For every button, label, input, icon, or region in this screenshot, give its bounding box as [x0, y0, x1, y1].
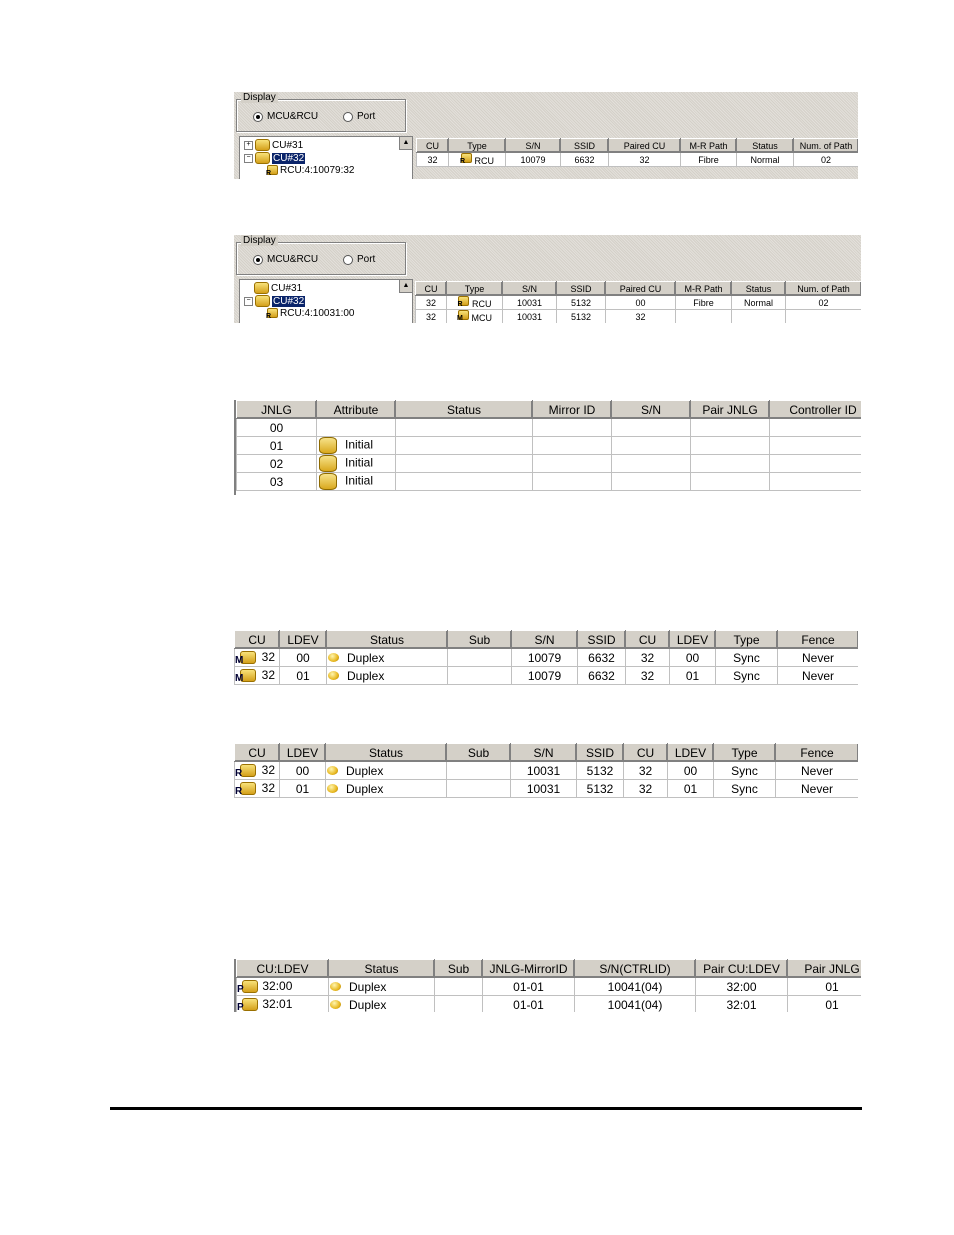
tree-node-rcu[interactable]: R RCU:4:10079:32 [266, 165, 355, 177]
table-row[interactable]: 32 R RCU 10079 6632 32 Fibre Normal 02 [417, 153, 859, 167]
tree-node-cu32[interactable]: − CU#32 [244, 295, 305, 307]
col-sub[interactable]: Sub [447, 744, 511, 762]
footer-rule [110, 1107, 862, 1110]
cu-tree[interactable] [239, 136, 413, 179]
tree-node-rcu[interactable]: R RCU:4:10031:00 [266, 308, 355, 320]
rcu-icon: R [457, 296, 469, 307]
table-row[interactable]: M 32 01 Duplex 10079 6632 32 01 Sync Never [235, 667, 859, 685]
col-sub[interactable]: Sub [435, 960, 483, 978]
radio-selected-icon [253, 255, 263, 265]
duplex-status-icon [326, 765, 340, 777]
table-row[interactable]: R 32 01 Duplex 10031 5132 32 01 Sync Never [235, 780, 859, 798]
col-jnlg[interactable]: JNLG [237, 401, 317, 419]
display-groupbox [236, 92, 406, 132]
col-attribute[interactable]: Attribute [317, 401, 396, 419]
ur-pair-table [236, 959, 861, 1012]
col-cu[interactable]: CU [416, 282, 447, 296]
cu-folder-icon [254, 282, 269, 294]
col-sn[interactable]: S/N [511, 744, 577, 762]
duplex-status-icon [329, 981, 343, 993]
collapse-icon[interactable]: − [244, 154, 253, 163]
jnlg-table [236, 400, 861, 491]
col-num-path[interactable]: Num. of Path [794, 139, 859, 153]
col-fence[interactable]: Fence [776, 744, 859, 762]
col-sn[interactable]: S/N [506, 139, 561, 153]
table-row[interactable]: 00 [237, 419, 862, 437]
table-row[interactable]: M 32 00 Duplex 10079 6632 32 00 Sync Never [235, 649, 859, 667]
duplex-status-icon [326, 783, 340, 795]
journal-icon [319, 455, 337, 472]
rcu-icon: R [266, 308, 278, 319]
display-label: Display [243, 92, 276, 103]
col-cu-remote[interactable]: CU [626, 631, 670, 649]
col-cu[interactable]: CU [417, 139, 449, 153]
tree-node-cu32[interactable]: − CU#32 [244, 152, 305, 164]
mcu-volume-icon: M [235, 650, 257, 666]
col-type[interactable]: Type [449, 139, 506, 153]
col-sn-ctrlid[interactable]: S/N(CTRLID) [575, 960, 696, 978]
jnlg-panel [234, 400, 861, 495]
primary-volume-icon: P [237, 997, 259, 1013]
cu-tree[interactable] [239, 279, 413, 323]
col-jnlg-mirror-id[interactable]: JNLG-MirrorID [483, 960, 575, 978]
mcu-icon: M [457, 310, 469, 321]
rcu-volume-icon: R [235, 781, 257, 797]
col-paired-cu[interactable]: Paired CU [609, 139, 681, 153]
table-row[interactable]: P 32:01 Duplex 01-01 10041(04) 32:01 01 [237, 996, 862, 1013]
rcu-table-1 [416, 138, 858, 167]
col-sn[interactable]: S/N [503, 282, 557, 296]
col-cu[interactable]: CU [235, 631, 280, 649]
scroll-up-button[interactable]: ▲ [399, 136, 413, 150]
table-row[interactable]: 02 Initial [237, 455, 862, 473]
port-radio[interactable]: Port [343, 111, 375, 122]
collapse-icon[interactable]: − [244, 297, 253, 306]
mcu-rcu-radio[interactable]: MCU&RCU [253, 111, 318, 122]
pair-panel-m [234, 630, 858, 686]
table-row[interactable]: 32 R RCU 10031 5132 00 Fibre Normal 02 [416, 296, 862, 310]
col-cu-ldev[interactable]: CU:LDEV [237, 960, 329, 978]
mcu-rcu-radio[interactable]: MCU&RCU [253, 254, 318, 265]
col-fence[interactable]: Fence [778, 631, 859, 649]
cu-folder-icon [255, 139, 270, 151]
scroll-up-button[interactable]: ▲ [399, 279, 413, 293]
col-ssid[interactable]: SSID [577, 744, 624, 762]
col-ssid[interactable]: SSID [557, 282, 606, 296]
ur-pair-panel [234, 959, 861, 1012]
duplex-status-icon [329, 999, 343, 1011]
rcu-table-2 [415, 281, 861, 323]
duplex-status-icon [327, 652, 341, 664]
cu-folder-icon [255, 152, 270, 164]
col-ssid[interactable]: SSID [561, 139, 609, 153]
col-mr-path[interactable]: M-R Path [681, 139, 737, 153]
mcu-volume-icon: M [235, 668, 257, 684]
remote-dkc-panel-2 [234, 235, 861, 323]
display-label: Display [243, 235, 276, 246]
col-ssid[interactable]: SSID [578, 631, 626, 649]
radio-selected-icon [253, 112, 263, 122]
col-controller-id[interactable]: Controller ID [770, 401, 862, 419]
col-ldev[interactable]: LDEV [280, 744, 326, 762]
col-num-path[interactable]: Num. of Path [786, 282, 862, 296]
expand-icon[interactable]: + [244, 141, 253, 150]
col-paired-cu[interactable]: Paired CU [606, 282, 676, 296]
col-sn[interactable]: S/N [512, 631, 578, 649]
col-type[interactable]: Type [716, 631, 778, 649]
pair-table-m [234, 630, 858, 685]
col-sub[interactable]: Sub [448, 631, 512, 649]
port-radio[interactable]: Port [343, 254, 375, 265]
col-pair-jnlg[interactable]: Pair JNLG [788, 960, 862, 978]
table-row[interactable]: 01 Initial [237, 437, 862, 455]
primary-volume-icon: P [237, 979, 259, 995]
pair-panel-r [234, 743, 858, 800]
duplex-status-icon [327, 670, 341, 682]
col-type[interactable]: Type [447, 282, 503, 296]
col-sn[interactable]: S/N [612, 401, 691, 419]
col-status[interactable]: Status [329, 960, 435, 978]
col-status[interactable]: Status [737, 139, 794, 153]
tree-node-cu31[interactable]: + CU#31 [244, 139, 303, 151]
table-row[interactable]: R 32 00 Duplex 10031 5132 32 00 Sync Never [235, 762, 859, 780]
journal-icon [319, 437, 337, 454]
table-row[interactable]: P 32:00 Duplex 01-01 10041(04) 32:00 01 [237, 978, 862, 996]
pair-table-r [234, 743, 858, 798]
cu-folder-icon [255, 295, 270, 307]
col-status[interactable]: Status [327, 631, 448, 649]
col-ldev-remote[interactable]: LDEV [670, 631, 716, 649]
display-groupbox [236, 235, 406, 275]
col-type[interactable]: Type [714, 744, 776, 762]
rcu-volume-icon: R [235, 763, 257, 779]
col-status[interactable]: Status [396, 401, 533, 419]
radio-unselected-icon [343, 112, 353, 122]
table-row[interactable]: 32 M MCU 10031 5132 32 [416, 310, 862, 324]
col-status[interactable]: Status [326, 744, 447, 762]
radio-unselected-icon [343, 255, 353, 265]
rcu-icon: R [266, 165, 278, 176]
col-ldev-remote[interactable]: LDEV [668, 744, 714, 762]
table-row[interactable]: 03 Initial [237, 473, 862, 491]
remote-dkc-panel-1 [234, 92, 858, 179]
col-mr-path[interactable]: M-R Path [676, 282, 732, 296]
col-mirror-id[interactable]: Mirror ID [533, 401, 612, 419]
rcu-icon: R [460, 153, 472, 164]
journal-icon [319, 473, 337, 490]
col-cu-remote[interactable]: CU [624, 744, 668, 762]
col-status[interactable]: Status [732, 282, 786, 296]
col-pair-cu-ldev[interactable]: Pair CU:LDEV [696, 960, 788, 978]
col-cu[interactable]: CU [235, 744, 280, 762]
col-pair-jnlg[interactable]: Pair JNLG [691, 401, 770, 419]
col-ldev[interactable]: LDEV [280, 631, 327, 649]
tree-node-cu31[interactable]: CU#31 [254, 282, 302, 294]
